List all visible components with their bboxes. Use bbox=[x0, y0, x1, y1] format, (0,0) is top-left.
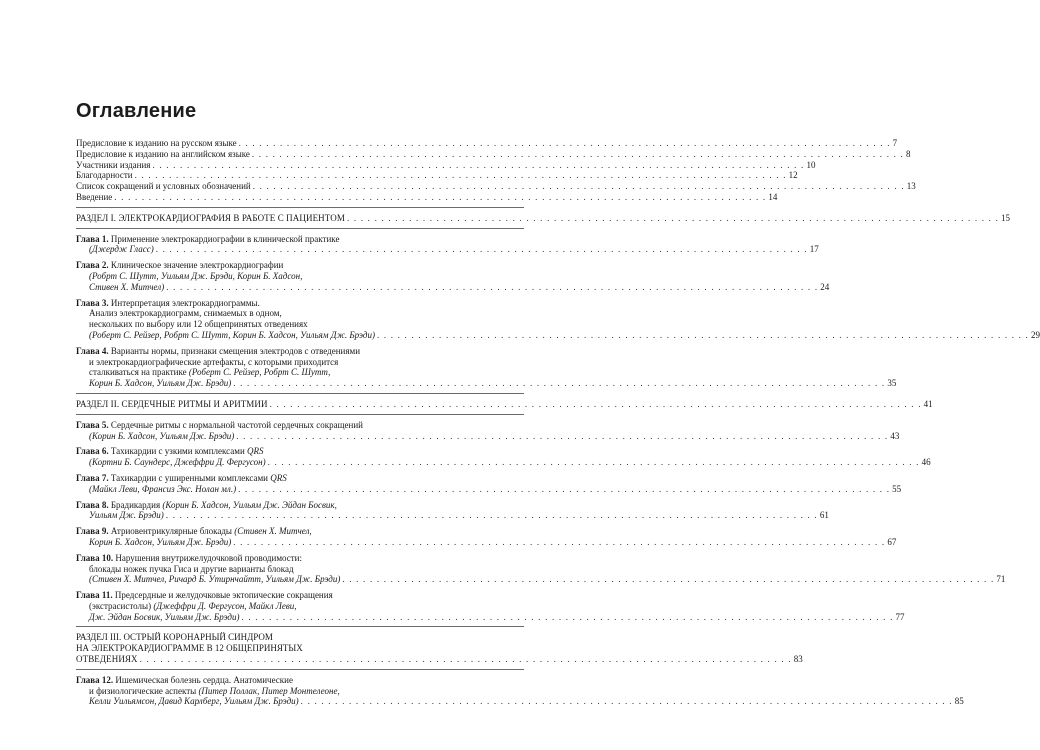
chapter-number: Глава 12. bbox=[76, 674, 114, 685]
chapter-authors: (Робрт С. Шутт, Уильям Дж. Брэди, Корин Б. Хадсон, bbox=[89, 270, 303, 281]
toc-page-number: 8 bbox=[905, 148, 911, 159]
toc-page-number: 35 bbox=[887, 378, 897, 389]
chapter-7-entry[interactable] bbox=[76, 472, 902, 495]
section-title: НА ЭЛЕКТРОКАРДИОГРАММЕ В 12 ОБЩЕПРИНЯТЫХ bbox=[76, 643, 303, 654]
toc-entry[interactable] bbox=[76, 159, 816, 171]
toc-entry-text: Участники издания bbox=[76, 159, 151, 170]
chapter-title-italic: QRS bbox=[270, 472, 287, 483]
leader-dots bbox=[347, 213, 999, 224]
divider bbox=[76, 414, 524, 415]
toc-entry-text: Предисловие к изданию на английском языке bbox=[76, 148, 250, 159]
toc-entry[interactable] bbox=[76, 138, 898, 149]
chapter-title: Предсердные и желудочковые эктопические сокращения bbox=[114, 590, 333, 601]
chapter-1-entry[interactable] bbox=[76, 233, 819, 256]
leader-dots bbox=[233, 537, 885, 548]
toc-page-number: 55 bbox=[892, 483, 902, 494]
chapter-number: Глава 5. bbox=[76, 419, 109, 430]
leader-dots bbox=[156, 244, 808, 255]
toc-page-number: 24 bbox=[820, 281, 830, 292]
toc-entry-text: Предисловие к изданию на русском языке bbox=[76, 138, 237, 148]
toc-entry[interactable] bbox=[76, 170, 798, 181]
leader-dots bbox=[239, 138, 891, 149]
toc-page-number: 10 bbox=[806, 159, 816, 170]
chapter-number: Глава 4. bbox=[76, 345, 109, 356]
chapter-5-entry[interactable] bbox=[76, 419, 900, 442]
chapter-number: Глава 2. bbox=[76, 260, 109, 271]
divider bbox=[76, 669, 524, 670]
leader-dots bbox=[152, 160, 804, 171]
leader-dots bbox=[166, 282, 818, 293]
leader-dots bbox=[301, 696, 953, 707]
chapter-title: Ишемическая болезнь сердца. Анатомические bbox=[115, 674, 293, 685]
section-heading-2[interactable] bbox=[76, 398, 933, 410]
leader-dots bbox=[238, 484, 890, 495]
chapter-authors: Корин Б. Хадсон, Уильям Дж. Брэди) bbox=[89, 378, 232, 389]
section-heading-3[interactable] bbox=[76, 632, 803, 665]
chapter-8-entry[interactable] bbox=[76, 499, 829, 522]
chapter-title: Интерпретация электрокардиограммы. bbox=[110, 297, 260, 308]
chapter-authors: (Корин Б. Хадсон, Уильям Дж. Брэди) bbox=[89, 430, 235, 441]
chapter-11-entry[interactable] bbox=[76, 590, 905, 622]
leader-dots bbox=[377, 330, 1029, 341]
chapter-authors: (Корин Б. Хадсон, Уильям Дж. Эйдан Босвик, bbox=[162, 499, 337, 510]
chapter-title: Нарушения внутрижелудочковой проводимости: bbox=[115, 552, 302, 563]
toc-page-number: 14 bbox=[768, 191, 778, 202]
toc-page-number: 12 bbox=[788, 170, 798, 181]
page-title: Оглавление bbox=[76, 100, 197, 122]
toc-entry-text: Список сокращений и условных обозначений bbox=[76, 181, 251, 192]
chapter-number: Глава 11. bbox=[76, 590, 113, 601]
section-title: РАЗДЕЛ II. СЕРДЕЧНЫЕ РИТМЫ И АРИТМИИ bbox=[76, 398, 268, 409]
chapter-authors: Корин Б. Хадсон, Уильям Дж. Брэди) bbox=[89, 536, 232, 547]
chapter-number: Глава 8. bbox=[76, 499, 109, 510]
chapter-title: Варианты нормы, признаки смещения электродов с отведениями bbox=[110, 345, 361, 356]
chapter-authors: (Кортни Б. Саундерс, Джеффри Д. Фергусон) bbox=[89, 457, 266, 468]
table-of-contents bbox=[76, 138, 1040, 707]
chapter-2-entry[interactable] bbox=[76, 260, 830, 292]
chapter-title-italic: QRS bbox=[247, 446, 264, 457]
chapter-12-entry[interactable] bbox=[76, 674, 964, 707]
toc-page-number: 15 bbox=[1001, 212, 1011, 223]
chapter-authors: (Джеффри Д. Фергусон, Майкл Леви, bbox=[153, 600, 297, 611]
chapter-10-entry[interactable] bbox=[76, 552, 1006, 585]
chapter-number: Глава 3. bbox=[76, 297, 109, 308]
chapter-title: Клиническое значение электрокардиографии bbox=[110, 260, 284, 271]
leader-dots bbox=[140, 654, 792, 665]
toc-entry[interactable] bbox=[76, 191, 778, 203]
toc-page-number: 41 bbox=[923, 398, 933, 409]
chapter-number: Глава 6. bbox=[76, 446, 109, 457]
chapter-title: Тахикардии с узкими комплексами bbox=[110, 446, 245, 457]
chapter-title: и электрокардиографические артефакты, с которыми приходится bbox=[89, 356, 339, 367]
toc-page-number: 7 bbox=[892, 138, 898, 148]
chapter-title: (экстрасистолы) bbox=[89, 600, 152, 611]
divider bbox=[76, 207, 524, 208]
leader-dots bbox=[252, 149, 904, 160]
chapter-authors: (Роберт С. Рейзер, Робрт С. Шутт, bbox=[188, 367, 331, 378]
toc-page-number: 61 bbox=[819, 510, 829, 521]
toc-page-number: 67 bbox=[887, 536, 897, 547]
leader-dots bbox=[135, 170, 787, 181]
chapter-number: Глава 10. bbox=[76, 552, 114, 563]
chapter-title: Сердечные ритмы с нормальной частотой сердечных сокращений bbox=[110, 419, 363, 430]
section-title: ОТВЕДЕНИЯХ bbox=[76, 654, 138, 665]
section-title: РАЗДЕЛ III. ОСТРЫЙ КОРОНАРНЫЙ СИНДРОМ bbox=[76, 632, 273, 643]
chapter-number: Глава 9. bbox=[76, 526, 109, 537]
leader-dots bbox=[241, 612, 893, 623]
leader-dots bbox=[114, 192, 766, 203]
chapter-authors: Стивен Х. Митчел) bbox=[89, 281, 165, 292]
chapter-4-entry[interactable] bbox=[76, 345, 897, 389]
toc-page-number: 29 bbox=[1031, 329, 1040, 340]
chapter-authors: (Майкл Леви, Франсиз Экс. Нолан мл.) bbox=[89, 483, 237, 494]
leader-dots bbox=[268, 457, 920, 468]
toc-page-number: 17 bbox=[809, 244, 819, 255]
chapter-authors: Уильям Дж. Брэди) bbox=[89, 510, 164, 521]
chapter-authors: Келли Уильямсон, Давид Карлберг, Уильям Дж. Брэди) bbox=[89, 696, 299, 707]
chapter-title: Применение электрокардиографии в клинической практике bbox=[110, 233, 340, 244]
toc-page-number: 77 bbox=[895, 611, 905, 622]
section-title: РАЗДЕЛ I. ЭЛЕКТРОКАРДИОГРАФИЯ В РАБОТЕ С ПАЦИЕНТОМ bbox=[76, 212, 345, 223]
chapter-authors: (Стивен Х. Митчел, bbox=[234, 526, 312, 537]
divider bbox=[76, 393, 524, 394]
chapter-9-entry[interactable] bbox=[76, 526, 897, 548]
toc-page-number: 83 bbox=[793, 654, 803, 665]
chapter-authors: (Питер Поллак, Питер Монтелеоне, bbox=[198, 685, 340, 696]
toc-entry-text: Благодарности bbox=[76, 170, 133, 181]
toc-entry[interactable] bbox=[76, 181, 916, 192]
chapter-title: нескольких по выбору или 12 общепринятых отведениях bbox=[89, 319, 308, 330]
chapter-6-entry[interactable] bbox=[76, 446, 931, 468]
toc-entry-text: Введение bbox=[76, 191, 113, 202]
divider bbox=[76, 626, 524, 627]
leader-dots bbox=[233, 378, 885, 389]
chapter-title: Брадикардия bbox=[110, 499, 161, 510]
chapter-authors: (Роберт С. Рейзер, Робрт С. Шутт, Корин Б. Хадсон, Уильям Дж. Брэди) bbox=[89, 329, 375, 340]
toc-page-number: 43 bbox=[890, 430, 900, 441]
toc-page-number: 46 bbox=[921, 457, 931, 468]
leader-dots bbox=[166, 510, 818, 521]
toc-page-number: 85 bbox=[954, 696, 964, 707]
leader-dots bbox=[342, 574, 994, 585]
chapter-authors: (Джердж Гласс) bbox=[89, 244, 154, 255]
chapter-title: и физиологические аспекты bbox=[89, 685, 197, 696]
chapter-number: Глава 7. bbox=[76, 472, 109, 483]
chapter-authors: Дж. Эйдан Босвик, Уильям Дж. Брэди) bbox=[89, 611, 240, 622]
chapter-title: Тахикардии с уширенными комплексами bbox=[110, 472, 268, 483]
chapter-title: блокады ножек пучка Гиса и другие варианты блокад bbox=[89, 563, 294, 574]
section-heading-1[interactable] bbox=[76, 212, 1011, 224]
leader-dots bbox=[270, 399, 922, 410]
chapter-number: Глава 1. bbox=[76, 233, 109, 244]
chapter-authors: (Стивен Х. Митчел, Ричард Б. Утирнчайтт, Уильям Дж. Брэди) bbox=[89, 574, 341, 585]
leader-dots bbox=[253, 181, 905, 192]
chapter-3-entry[interactable] bbox=[76, 297, 1040, 341]
toc-page-number: 13 bbox=[906, 181, 916, 192]
toc-entry[interactable] bbox=[76, 148, 911, 160]
chapter-title: Анализ электрокардиограмм, снимаемых в одном, bbox=[89, 308, 282, 319]
divider bbox=[76, 228, 524, 229]
chapter-title: сталкиваться на практике bbox=[89, 367, 187, 378]
toc-page-number: 71 bbox=[996, 574, 1006, 585]
leader-dots bbox=[236, 431, 888, 442]
chapter-title: Атриовентрикулярные блокады bbox=[110, 526, 232, 537]
